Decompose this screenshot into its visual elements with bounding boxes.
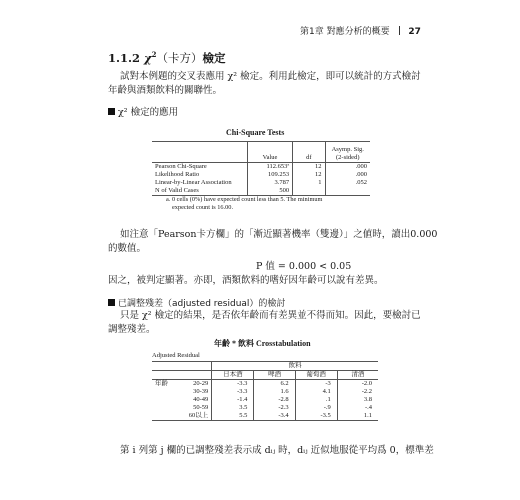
residual-cell: -.4 <box>337 404 378 412</box>
row-group-spacer <box>152 404 180 412</box>
row-label: 20-29 <box>193 380 209 387</box>
row-label: Likelihood Ratio <box>155 171 200 178</box>
crosstab-title: 年齡 * 飲料 Crosstabulation <box>214 339 311 348</box>
row-label: Linear-by-Linear Association <box>155 179 232 186</box>
residual-cell: -3.3 <box>212 380 254 389</box>
table-row <box>152 404 378 412</box>
p-value-formula: P 值 = 0.000 < 0.05 <box>256 261 352 272</box>
paragraph-1 <box>108 70 421 98</box>
table-header-row <box>152 142 370 163</box>
residual-cell: -.9 <box>295 404 337 412</box>
header-sig-line: (2-sided) <box>336 154 360 161</box>
header-cell <box>152 362 180 371</box>
residual-cell: .1 <box>295 396 337 404</box>
chapter-title: 對應分析的概要 <box>326 27 390 37</box>
sig-cell: .000 <box>325 163 370 172</box>
section-name: 檢定 <box>202 51 226 65</box>
column-header: 啤酒 <box>254 371 295 380</box>
header-cell <box>152 371 180 380</box>
row-label: 30-39 <box>193 388 209 395</box>
paragraph-2 <box>108 228 438 256</box>
row-group-spacer <box>152 388 180 396</box>
footnote-line: a. 0 cells (0%) have expected count less than 5. The minimum <box>166 196 323 203</box>
residual-cell: -3.3 <box>212 388 254 396</box>
row-label: 40-49 <box>193 396 209 403</box>
chapter-label: 第1章 <box>300 27 324 37</box>
residual-cell: 1.6 <box>254 388 295 396</box>
value-cell: 3.787 <box>247 179 292 187</box>
square-bullet-icon <box>108 108 115 115</box>
value-cell: 500 <box>247 187 292 196</box>
residual-cell: -2.0 <box>337 380 378 389</box>
table-row <box>152 388 378 396</box>
table-row <box>152 179 370 187</box>
header-cell: Value <box>247 142 292 163</box>
paragraph-5: 第 i 列第 j 欄的已調整殘差表示成 dᵢⱼ 時，dᵢⱼ 近似地服從平均爲 0，標準差 <box>120 445 434 456</box>
row-group-label: 年齡 <box>155 380 168 387</box>
sig-cell: .052 <box>325 179 370 187</box>
section-paren: （卡方） <box>156 51 203 65</box>
table-row <box>152 187 370 196</box>
header-sig-line: Asymp. Sig. <box>331 146 364 153</box>
sig-cell <box>325 187 370 196</box>
row-group-spacer <box>152 396 180 404</box>
residual-cell: -3 <box>295 380 337 389</box>
value-cell: 112.653ª <box>247 163 292 172</box>
chi-exponent: 2 <box>151 50 157 60</box>
header-cell <box>152 142 247 163</box>
df-cell: 12 <box>293 171 325 179</box>
chi-square-table <box>152 141 370 196</box>
section-title <box>108 50 225 66</box>
crosstab-sublabel: Adjusted Residual <box>152 352 200 359</box>
paragraph-line: 的數值。 <box>108 243 147 254</box>
header-cell <box>180 371 211 380</box>
table-row <box>152 163 370 172</box>
column-header: 葡萄酒 <box>295 371 337 380</box>
chi-symbol: χ <box>144 51 152 65</box>
paragraph-line: 調整殘差。 <box>108 324 156 335</box>
residual-cell: 5.5 <box>212 412 254 421</box>
paragraph-3: 因之，被判定顯著。亦即，酒類飲料的嗜好因年齡可以說有差異。 <box>108 275 384 286</box>
paragraph-line: 年齡與酒類飲料的關聯性。 <box>108 85 223 96</box>
footnote-line: expected count is 16.00. <box>172 204 234 211</box>
df-cell: 1 <box>293 179 325 187</box>
residual-cell: -3.4 <box>254 412 295 421</box>
header-cell: df <box>293 142 325 163</box>
table-title: Chi-Square Tests <box>226 128 285 137</box>
residual-cell: 3.5 <box>212 404 254 412</box>
df-cell: 12 <box>293 163 325 172</box>
bullet-label: χ² 檢定的應用 <box>118 107 179 118</box>
table-row <box>152 412 378 421</box>
residual-cell: 3.8 <box>337 396 378 404</box>
paragraph-line: 如注意「Pearson卡方欄」的「漸近顯著機率（雙邊）」之値時，讀出0.000 <box>120 229 438 240</box>
residual-cell: 4.1 <box>295 388 337 396</box>
residual-cell: 1.1 <box>337 412 378 421</box>
column-group-label: 飲料 <box>212 362 378 371</box>
sig-cell: .000 <box>325 171 370 179</box>
residual-cell: -1.4 <box>212 396 254 404</box>
divider <box>399 26 400 35</box>
crosstab-table <box>152 361 378 421</box>
row-label: 60以上 <box>188 412 209 419</box>
row-label: 50-59 <box>193 404 209 411</box>
paragraph-line: 只是 χ² 檢定的結果，是否依年齡而有差異並不得而知。因此，要檢討已 <box>120 310 421 321</box>
bullet-heading-chi-test <box>108 104 178 118</box>
header-cell <box>180 362 211 371</box>
residual-cell: -2.3 <box>254 404 295 412</box>
row-label: Pearson Chi-Square <box>155 163 207 170</box>
residual-cell: -2.2 <box>337 388 378 396</box>
bullet-heading-adjusted-residual <box>108 296 285 309</box>
row-group-spacer <box>152 412 180 421</box>
value-cell: 109.253 <box>247 171 292 179</box>
residual-cell: -2.8 <box>254 396 295 404</box>
page-number: 27 <box>408 27 421 37</box>
residual-cell: 6.2 <box>254 380 295 389</box>
running-head <box>300 24 421 37</box>
table-footnote <box>166 196 322 212</box>
header-cell <box>325 142 370 163</box>
bullet-label: 已調整殘差（adjusted residual）的檢討 <box>118 299 286 309</box>
row-label: N of Valid Cases <box>155 187 199 194</box>
section-number: 1.1.2 <box>108 51 141 65</box>
table-row <box>152 396 378 404</box>
residual-cell: -3.5 <box>295 412 337 421</box>
df-cell <box>293 187 325 196</box>
column-header: 日本酒 <box>212 371 254 380</box>
square-bullet-icon <box>108 299 115 306</box>
paragraph-line: 試對本例題的交叉表應用 χ² 檢定。利用此檢定，即可以統計的方式檢討 <box>120 71 421 82</box>
table-header-row <box>152 371 378 380</box>
paragraph-4 <box>108 309 421 337</box>
table-row <box>152 171 370 179</box>
column-header: 清酒 <box>337 371 378 380</box>
table-header-row <box>152 362 378 371</box>
table-row <box>152 380 378 389</box>
